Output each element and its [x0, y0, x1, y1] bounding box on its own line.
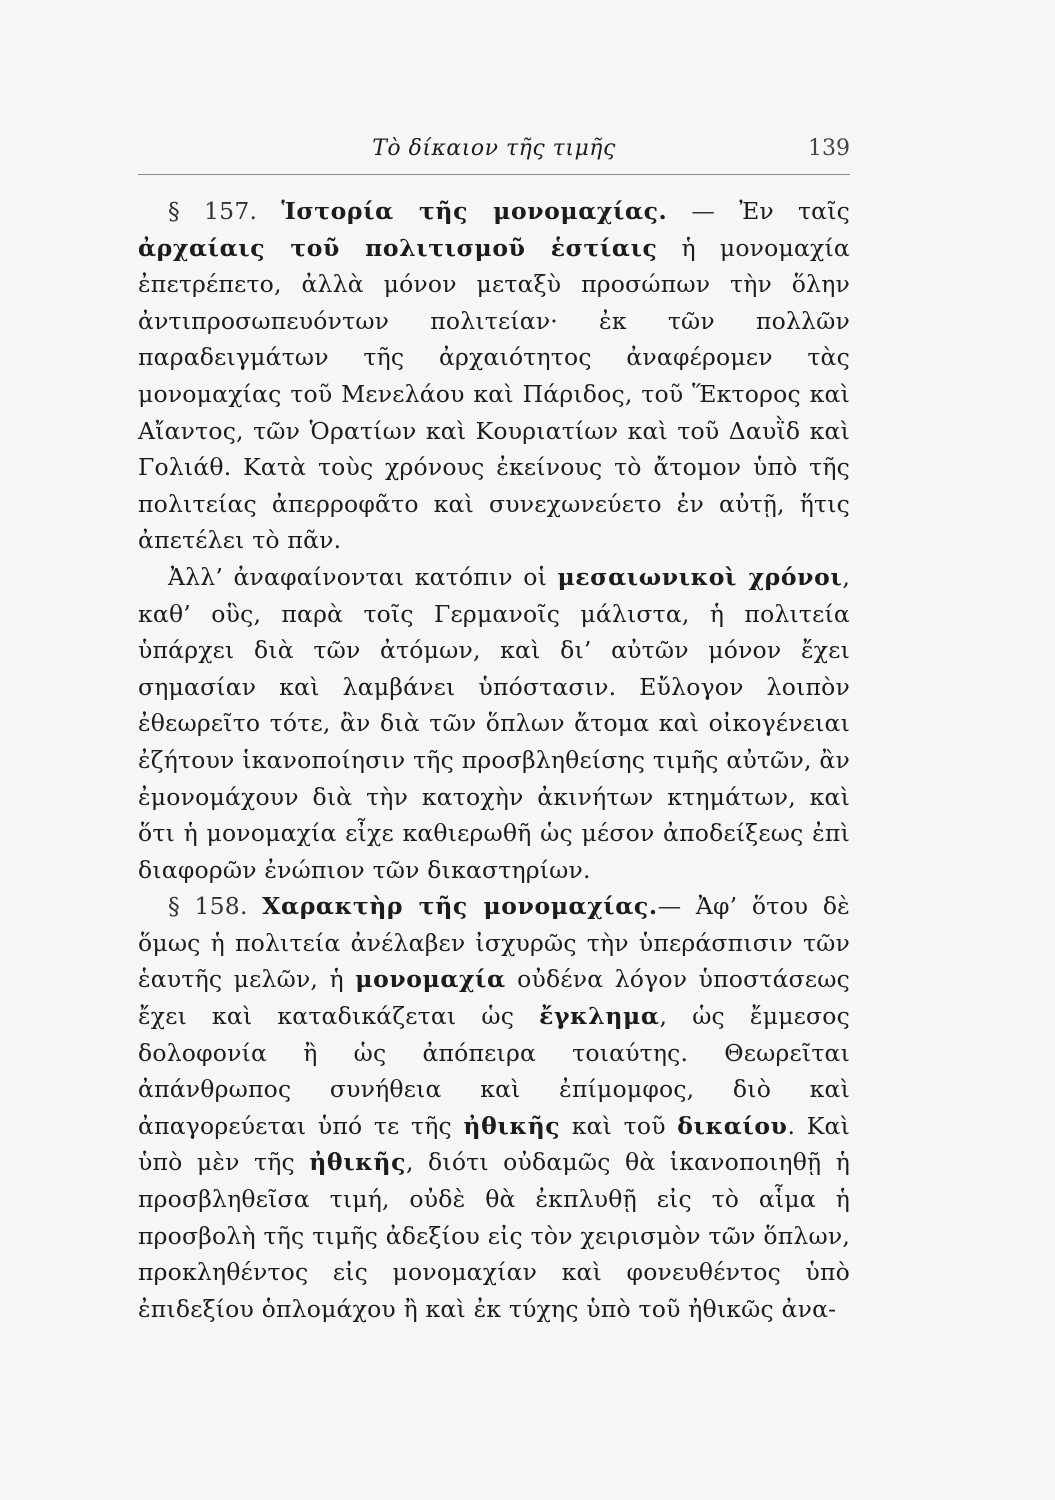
emphasis-text: μονομαχία	[355, 965, 506, 994]
emphasis-text: ἀρχαίαις τοῦ πολιτισμοῦ ἑστίαις	[138, 233, 658, 262]
running-head	[138, 130, 850, 175]
paragraph-text: , διότι οὐδαμῶς θὰ ἱκανοποιηθῇ ἡ προσβληθεῖσα τιμή, οὐδὲ θὰ ἐκπλυθῇ εἰς τὸ αἷμα ἡ προσβολὴ τῆς τιμῆς ἀδεξίου εἰς τὸν χειρισμὸν τῶν ὅπλων, προκληθέντος εἰς μονομαχίαν καὶ φονευθέντος ὑπὸ ἐπιδεξίου ὁπλομάχου ἢ καὶ ἐκ τύχης ὑπὸ τοῦ ἠθικῶς ἀνα-	[138, 1148, 850, 1323]
dash-separator: —	[657, 892, 682, 921]
paragraph-text: , ὡς ἔμμεσος δολοφονία ἢ ὡς ἀπόπειρα τοιαύτης. Θεωρεῖται ἀπάνθρωπος συνήθεια καὶ ἐπίμομφος, διὸ καὶ ἀπαγορεύεται ὑπό τε τῆς	[138, 1002, 850, 1140]
section-heading: Ἱστορία τῆς μονομαχίας.	[281, 197, 668, 225]
body-text	[138, 193, 850, 1327]
paragraph-text: , καθ’ οὓς, παρὰ τοῖς Γερμανοῖς μάλιστα, ἡ πολιτεία ὑπάρχει διὰ τῶν ἀτόμων, καὶ δι’ αὐτῶν μόνον ἔχει σημασίαν καὶ λαμβάνει ὑπόστασιν. Εὔλογον λοιπὸν ἐθεωρεῖτο τότε, ἂν διὰ τῶν ὅπλων ἄτομα καὶ οἰκογένειαι ἐζήτουν ἱκανοποίησιν τῆς προσβληθείσης τιμῆς αὐτῶν, ἂν ἐμονομάχουν διὰ τὴν κατοχὴν ἀκινήτων κτημάτων, καὶ ὅτι ἡ μονομαχία εἶχε καθιερωθῆ ὡς μέσον ἀποδείξεως ἐπὶ διαφορῶν ἐνώπιον τῶν δικαστηρίων.	[138, 562, 850, 884]
section-157-paragraph	[138, 193, 850, 559]
page-number: 139	[808, 136, 850, 161]
section-158-paragraph	[138, 888, 850, 1327]
emphasis-text: μεσαιωνικοὶ χρόνοι	[557, 562, 843, 591]
running-title: Τὸ δίκαιον τῆς τιμῆς	[372, 136, 616, 161]
section-heading: Χαρακτὴρ τῆς μονομαχίας.	[262, 892, 658, 921]
emphasis-text: ἔγκλημα	[539, 1002, 660, 1031]
paragraph-text: Ἀφ’ ὅτου δὲ ὅμως ἡ πολιτεία ἀνέλαβεν ἰσχυρῶς τὴν ὑπεράσπισιν τῶν ἑαυτῆς μελῶν, ἡ	[138, 892, 850, 994]
section-number: § 157.	[168, 197, 258, 225]
dash-separator: —	[691, 197, 716, 225]
paragraph-text: Ἐν ταῖς	[739, 197, 851, 225]
paragraph-text: . Καὶ ὑπὸ μὲν τῆς	[138, 1111, 850, 1177]
section-number: § 158.	[168, 892, 248, 921]
paragraph-text: ἡ μονομαχία ἐπετρέπετο, ἀλλὰ μόνον μεταξὺ προσώπων τὴν ὅλην ἀντιπροσωπευόντων πολιτείαν· ἐκ τῶν πολλῶν παραδειγμάτων τῆς ἀρχαιότητος ἀναφέρομεν τὰς μονομαχίας τοῦ Μενελάου καὶ Πάριδος, τοῦ Ἕκτορος καὶ Αἴαντος, τῶν Ὁρατίων καὶ Κουριατίων καὶ τοῦ Δαυῒδ καὶ Γολιάθ. Κατὰ τοὺς χρόνους ἐκείνους τὸ ἄτομον ὑπὸ τῆς πολιτείας ἀπερροφᾶτο καὶ συνεχωνεύετο ἐν αὐτῇ, ἥτις ἀπετέλει τὸ πᾶν.	[138, 233, 850, 555]
emphasis-text: ἠθικῆς	[463, 1111, 561, 1140]
emphasis-text: δικαίου	[677, 1111, 788, 1140]
paragraph-text: καὶ τοῦ	[560, 1111, 678, 1140]
book-page	[138, 130, 850, 1327]
paragraph-text: Ἀλλ’ ἀναφαίνονται κατόπιν οἱ	[168, 562, 558, 591]
emphasis-text: ἠθικῆς	[309, 1148, 406, 1177]
paragraph-text: οὐδένα λόγον ὑποστάσεως ἔχει καὶ καταδικάζεται ὡς	[138, 965, 850, 1031]
medieval-paragraph	[138, 559, 850, 888]
